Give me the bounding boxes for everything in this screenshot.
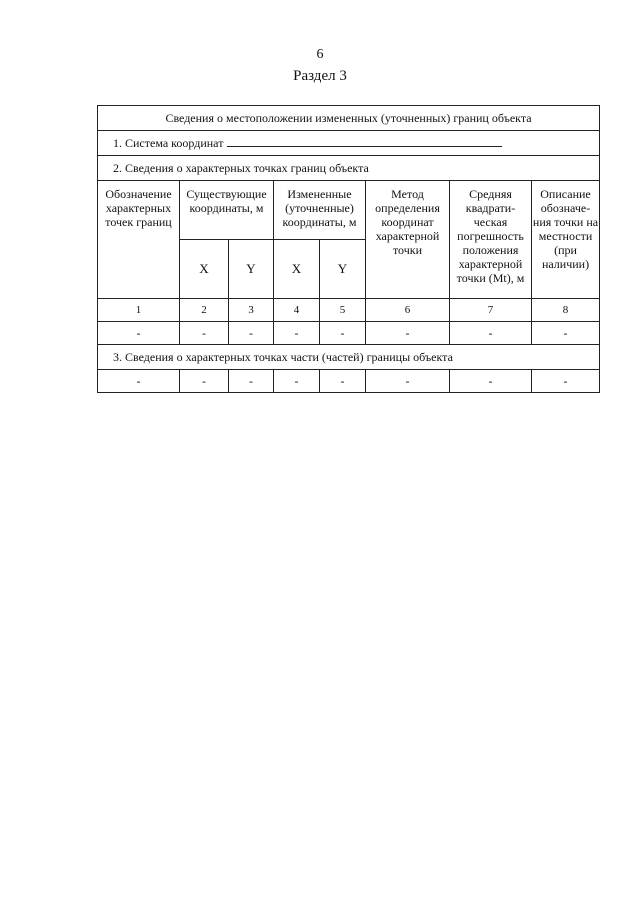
table-cell: - — [180, 322, 229, 345]
section-title: Раздел 3 — [293, 68, 347, 84]
table-cell: - — [274, 322, 320, 345]
header-changed-x: X — [274, 240, 320, 299]
table-cell: - — [274, 370, 320, 393]
table-cell: - — [320, 322, 366, 345]
table-cell: - — [366, 322, 450, 345]
column-number: 1 — [98, 299, 180, 322]
header-existing-coordinates: Существующие координаты, м — [180, 181, 274, 240]
header-changed-coordinates: Измененные (уточненные) координаты, м — [274, 181, 366, 240]
table-cell: - — [320, 370, 366, 393]
header-existing-y: Y — [229, 240, 274, 299]
table-cell: - — [366, 370, 450, 393]
header-method: Метод определения координат характерной точки — [366, 181, 450, 299]
table-cell: - — [229, 370, 274, 393]
table-cell: - — [229, 322, 274, 345]
header-changed-y: Y — [320, 240, 366, 299]
page-number: 6 — [316, 47, 324, 62]
column-number: 8 — [532, 299, 600, 322]
table-caption: Сведения о местоположении измененных (уточненных) границ объекта — [98, 106, 600, 131]
coord-system-blank-line — [227, 136, 502, 147]
header-existing-x: X — [180, 240, 229, 299]
table-cell: - — [98, 370, 180, 393]
table-row — [98, 370, 600, 393]
header-error: Средняя квадрати-ческая погрешность положения характерной точки (Mt), м — [450, 181, 532, 299]
column-number: 6 — [366, 299, 450, 322]
column-number: 2 — [180, 299, 229, 322]
table-cell: - — [532, 370, 600, 393]
header-designation: Обозначение характерных точек границ — [98, 181, 180, 299]
column-number: 7 — [450, 299, 532, 322]
boundary-table — [97, 105, 600, 393]
column-number: 3 — [229, 299, 274, 322]
header-description: Описание обозначе-ния точки на местности (при наличии) — [532, 181, 600, 299]
table-cell: - — [98, 322, 180, 345]
column-number: 5 — [320, 299, 366, 322]
table-cell: - — [450, 322, 532, 345]
coord-system-row — [98, 131, 600, 156]
table-row — [98, 322, 600, 345]
column-number: 4 — [274, 299, 320, 322]
column-number-row — [98, 299, 600, 322]
coord-system-label: 1. Система координат — [113, 136, 224, 150]
table-cell: - — [532, 322, 600, 345]
parts-section-title: 3. Сведения о характерных точках части (частей) границы объекта — [98, 345, 600, 370]
table-cell: - — [450, 370, 532, 393]
table-cell: - — [180, 370, 229, 393]
points-section-title: 2. Сведения о характерных точках границ объекта — [98, 156, 600, 181]
